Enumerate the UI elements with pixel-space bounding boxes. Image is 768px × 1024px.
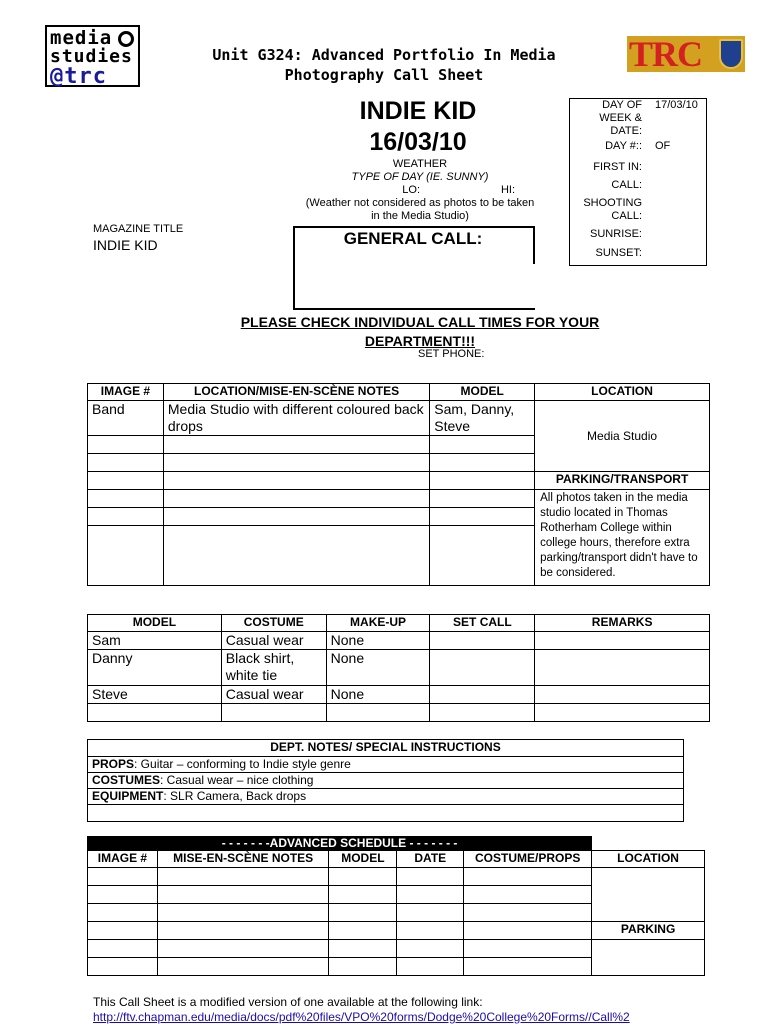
model-cell: Danny bbox=[88, 650, 222, 686]
equipment-note bbox=[88, 789, 684, 805]
sunrise-label: SUNRISE: bbox=[590, 228, 642, 240]
equipment-label: EQUIPMENT bbox=[92, 789, 164, 803]
props-note bbox=[88, 757, 684, 773]
magazine-title-label: MAGAZINE TITLE bbox=[93, 223, 184, 235]
col-model: MODEL bbox=[329, 851, 397, 868]
model-cell: Sam bbox=[88, 632, 222, 650]
general-call-box-right-edge bbox=[533, 226, 535, 264]
table-row bbox=[88, 773, 684, 789]
table-row bbox=[88, 490, 710, 508]
general-call-label: GENERAL CALL: bbox=[343, 229, 483, 248]
table-row bbox=[88, 805, 684, 822]
costumes-note bbox=[88, 773, 684, 789]
footer-text: This Call Sheet is a modified version of one available at the following link: bbox=[93, 995, 483, 1009]
table-row bbox=[88, 650, 710, 686]
costumes-text: : Casual wear – nice clothing bbox=[160, 773, 314, 787]
advanced-schedule-banner: - - - - - - -ADVANCED SCHEDULE - - - - - - - bbox=[88, 837, 592, 851]
day-of-week-label: DAY OF WEEK & DATE: bbox=[599, 99, 642, 137]
cast-table bbox=[87, 614, 710, 722]
logo-circle-icon bbox=[118, 31, 134, 47]
footer-link[interactable]: http://ftv.chapman.edu/media/docs/pdf%20files/VPO%20forms/Dodge%20College%20Forms//Call%2 bbox=[93, 1010, 630, 1024]
shoot-table-header bbox=[88, 384, 710, 401]
col-image: IMAGE # bbox=[88, 384, 164, 401]
weather-label: WEATHER bbox=[392, 158, 448, 170]
costume-cell: Casual wear bbox=[221, 686, 326, 704]
image-cell: Band bbox=[88, 401, 164, 436]
model-cell: Sam, Danny, Steve bbox=[430, 401, 535, 436]
set-phone-label: SET PHONE: bbox=[418, 348, 485, 360]
col-makeup: MAKE-UP bbox=[326, 615, 430, 632]
model-cell: Steve bbox=[88, 686, 222, 704]
shoot-table bbox=[87, 383, 710, 586]
location-value: Media Studio bbox=[535, 401, 710, 472]
sunset-label: SUNSET: bbox=[595, 247, 642, 259]
col-image: IMAGE # bbox=[88, 851, 158, 868]
col-costume: COSTUME bbox=[221, 615, 326, 632]
props-label: PROPS bbox=[92, 757, 135, 771]
col-model: MODEL bbox=[430, 384, 535, 401]
table-row bbox=[88, 401, 710, 436]
equipment-text: : SLR Camera, Back drops bbox=[163, 789, 307, 803]
dept-notes-header-row bbox=[88, 740, 684, 757]
unit-title bbox=[150, 45, 618, 85]
first-in-label: FIRST IN: bbox=[593, 161, 642, 173]
day-info-box bbox=[569, 98, 707, 266]
col-mise-en-scene: MISE-EN-SCÈNE NOTES bbox=[157, 851, 329, 868]
dept-notes-table bbox=[87, 739, 684, 822]
table-row bbox=[88, 868, 705, 886]
day-num-label: DAY #:: bbox=[605, 140, 642, 152]
col-model: MODEL bbox=[88, 615, 222, 632]
logo-text-line1: media bbox=[50, 27, 113, 49]
makeup-cell: None bbox=[326, 686, 430, 704]
col-date: DATE bbox=[397, 851, 464, 868]
col-location-notes: LOCATION/MISE-EN-SCÈNE NOTES bbox=[163, 384, 429, 401]
shoot-date: 16/03/10 bbox=[369, 128, 467, 156]
table-row bbox=[88, 472, 710, 490]
day-of-week-value: 17/03/10 bbox=[655, 99, 698, 111]
shooting-call-label: SHOOTING CALL: bbox=[583, 197, 642, 222]
col-location: LOCATION bbox=[592, 851, 705, 868]
logo-text-line2: studies bbox=[50, 46, 133, 67]
table-row bbox=[88, 632, 710, 650]
notes-cell: Media Studio with different coloured back drops bbox=[163, 401, 429, 436]
shoot-title: INDIE KID bbox=[359, 97, 477, 125]
makeup-cell: None bbox=[326, 632, 430, 650]
crest-icon bbox=[719, 39, 743, 69]
trc-logo-text: TRC bbox=[629, 34, 703, 74]
props-text: : Guitar – conforming to Indie style genre bbox=[134, 757, 351, 771]
col-location: LOCATION bbox=[535, 384, 710, 401]
table-row bbox=[88, 686, 710, 704]
logo-text-line3: @trc bbox=[50, 64, 107, 89]
location-cell bbox=[592, 868, 705, 922]
media-studies-logo bbox=[45, 25, 140, 87]
cast-table-header bbox=[88, 615, 710, 632]
weather-block bbox=[280, 158, 560, 223]
makeup-cell: None bbox=[326, 650, 430, 686]
weather-type: TYPE OF DAY (IE. SUNNY) bbox=[351, 171, 489, 183]
weather-note: (Weather not considered as photos to be taken in the Media Studio) bbox=[305, 197, 535, 222]
parking-cell bbox=[592, 940, 705, 976]
advanced-schedule-header bbox=[88, 851, 705, 868]
table-row bbox=[88, 704, 710, 722]
table-row bbox=[88, 789, 684, 805]
table-row bbox=[88, 757, 684, 773]
dept-notes-header: DEPT. NOTES/ SPECIAL INSTRUCTIONS bbox=[88, 740, 684, 757]
weather-hi: HI: bbox=[500, 184, 515, 196]
parking-transport-text: All photos taken in the media studio located in Thomas Rotherham College within college hours, therefore extra parking/transport didn't have to be considered. bbox=[535, 490, 710, 586]
department-notice: PLEASE CHECK INDIVIDUAL CALL TIMES FOR YOUR DEPARTMENT!!! bbox=[240, 314, 600, 349]
costume-cell: Casual wear bbox=[221, 632, 326, 650]
table-row bbox=[88, 940, 705, 958]
costumes-label: COSTUMES bbox=[92, 773, 161, 787]
unit-title-line1: Unit G324: Advanced Portfolio In Media bbox=[212, 46, 556, 64]
advanced-schedule-banner-row bbox=[88, 837, 705, 851]
unit-title-line2: Photography Call Sheet bbox=[284, 66, 484, 84]
table-row bbox=[88, 922, 705, 940]
parking-transport-header: PARKING/TRANSPORT bbox=[535, 472, 710, 490]
col-set-call: SET CALL bbox=[430, 615, 535, 632]
magazine-title-value: INDIE KID bbox=[93, 237, 158, 253]
col-remarks: REMARKS bbox=[535, 615, 710, 632]
weather-temps bbox=[280, 184, 560, 197]
call-label: CALL: bbox=[611, 179, 642, 191]
costume-cell: Black shirt, white tie bbox=[221, 650, 326, 686]
col-costume-props: COSTUME/PROPS bbox=[464, 851, 592, 868]
day-num-value: OF bbox=[655, 140, 671, 152]
weather-lo: LO: bbox=[402, 184, 420, 196]
trc-logo bbox=[627, 36, 745, 72]
parking-header: PARKING bbox=[592, 922, 705, 940]
advanced-schedule-table bbox=[87, 836, 705, 976]
